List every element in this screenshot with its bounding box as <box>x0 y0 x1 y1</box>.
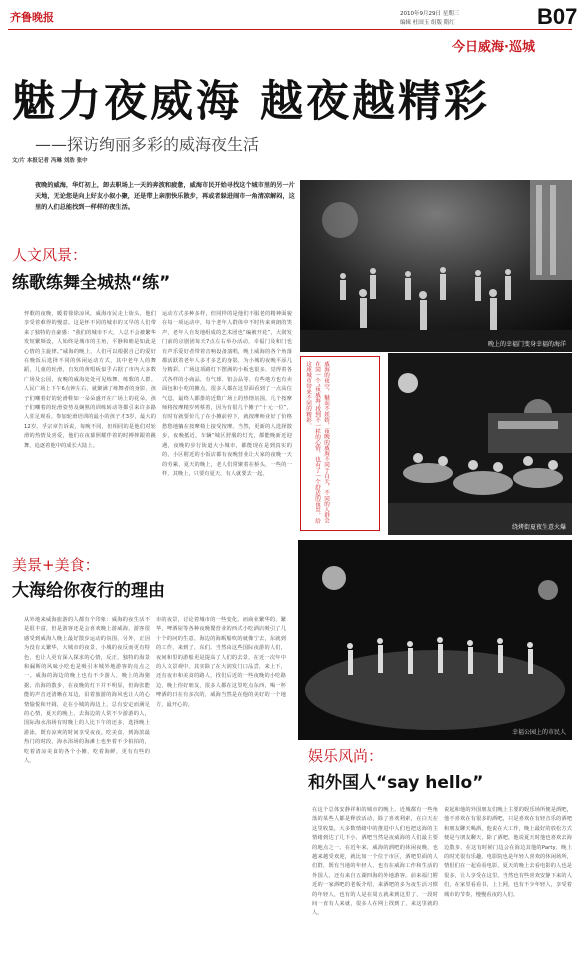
section1-kicker: 人文风景： <box>12 246 88 264</box>
section2-column1: 从外地来威海旅游的人都有个印象：威海的夜生活不是很丰富，但是游客还是会喜欢晚上游威海，游客很感受到威海人晚上最好散步运动的氛围，另外，正因为没有太繁华，大城市的夜景，小城的夜反而更有特色，也让人更有深入探求的心情，反正，独特的海景和漏斯的风味小吃也是吸引本城外地游客的亮点之一。威海的海边的晚上也有不少游人，晚上的海猪据，沿海的散步，在夜晚的灯下并不明显，但海张能能的声音还清晰在耳边，沿着旅游的海风也让人的心情愉悦和开阔，走在小城的海边上，总有安定而满足的心情，夏天的晚上，去海边的人常不少游游的人，国际海水浴场有时晚上的人比下午的还多，选择晚上游泳，既有凉爽的时间享受夜夜。吃美食，到海滨最热门的时段，海水浴场的海滩上也坐着不少拍拍的，吃着清凉美食的各个小摊，吃着海鲜，更有有些的人。 <box>24 617 150 765</box>
section3-title: 和外国人“say hello” <box>308 773 484 793</box>
vertical-sidebar <box>300 356 380 531</box>
section2-kicker: 美景+美食： <box>12 556 100 574</box>
section3-column2: 说起和他的外国朋友们晚上主要的娱乐场所便是酒吧，他不喜欢在有很多的酒吧，只是喜欢在有轻音乐的酒吧和朋友聊天喝酒，他说在大工作，晚上最好的放松方式便是与朋友聊天，除了酒吧，他说夏天时他也喜欢去海边散步，在这有时候门边会在海边其他的Party，晚上的时光很有乐趣。电影院也是年轻人喜欢的休闲场所，情侣们在一起看看电影，夏天的晚上去看电影的人也是很多，让人享受在这里。当然也有些喜欢安静下来的人们，在家里看看书，上上网，也有不少年轻人，享受着城市的节奏，慢慢看夜的人们。 <box>444 807 572 898</box>
photo2-caption: 绕烤街夏夜生意火爆 <box>511 524 566 531</box>
section1-column2: 运动方式多种多样，但同样的是他们不服老的精神面貌在每一项运动中，每个老年人群体中不时传来爽朗的笑声，老年人自发地组成的艺术团也“编被开花”，大润发门前的京剧团每天7点左右举办活动，幸福门及和门也有声乐爱好者带着音响设备演唱，晚上威海的各个角落都活跃着老年人多才多艺的身影，为小城的夜晚平添几分精彩。广场这项路灯下摆满的小板也很多，觉得着各式各样的小商品，有气球、铝会品等。有些地方也有卖面包和小吃的摊点。很多人都在这里面看到了一点高位气息，最终人都排的近数广场上的热情氛围，几个按摩师将按摩精岁列蔡着，因为有很几个摊子“十元一位”，有时有就要价几了在小摊前停下，就按摩师业好了价格愁愁地躺在按摩椅上接受按摩。当然，更新的人选择散步，夜晚抵近，车辆“城区舒服的灯光，都能晚新近迎遇，夜晚的步行街道大小城市，都能现在是到真实的的，小区附近的小饭店都有夜晚营业让大家的夜晚一天的劳累，夏天的晚上，老人们常聚着在桥头，一些的一样，其晚上，只要有夏天，有人就要去一起。 <box>162 311 292 477</box>
section3-kicker: 娱乐风尚： <box>308 747 384 765</box>
section1-column1: 怦歌的夜晚，暖着徐徐凉风，威海市民走上街头，他们享受着难得的慢意。这是怀不同的城市的又早的人们带来了独特的自豪感：“我们的城市不大，人总不会被繁华发短繁频设，人始终是城市的主角，平静和睦是如此是心情的主旋律。”威海的晚上，人们可以根据自己的爱好在晚饭后选择不同的休闲运动方式，其中老年人的舞蹈，儿童的轮滑，自发的黄唱板似乎占据了市内大多数广场及公园，夜晚的威海处处可见练舞、练歌的人群。人民广场上下午6点钟左右，就聚满了练舞者的身影，孩子们嘲着好的轮滑鞋如一朵朵盛开在广场上的花朵。孩子们嘲着的轮滑姿势及娴熟的训练转动等都引来许多路人驻足观看。参加轮滑培训的最小的孩子才3岁，最大的12岁。孚宗章告诉说，每晚不同，但相同的是他们对轮滑的热情及喜爱，他们在夜幕照耀伴着的时搏摔跟着跳舞，追逐着他中的成长大陆上。 <box>24 311 156 449</box>
sidebar-text: 威海的夜空，魅而不妖娇，夜晚的威海不同于白天，不同的人群会在同一个“夜威海”找到不一样的心情，也有了一个舒适的夜景，给这座城市带来不同的精彩。 <box>305 361 329 524</box>
section2-title: 大海给你夜行的理由 <box>12 581 165 601</box>
section3-column1: 在这个总体安静祥和的城市的晚上，近城都有一些角落的某些人都是释放活动，除了喜欢利索，在白天在这里收集，大多数情绪中的推进中人们也把这海的主情绪到达了几下小，酒吧当然是夜威海的人们最主要的地点之一。在近年来，威海的酒吧的休闲夜晚，也越来越受欢迎，就比如一个位于市区，酒吧里面的人们群，既有当地的年轻人，也有在威海工作和生活的外国人，还有来自五湖四海的外地游客。前来福门附近的一家酒吧的老板介绍，来酒吧的多为夜生活习惯的年轻人，也有的人是在周五就来到这里了，一段时间一直有人来就，很多人在网上找到了，来这里就的人。 <box>312 807 438 917</box>
section-banner: 今日威海·巡城 <box>452 40 535 55</box>
header-rule <box>8 29 572 30</box>
photo-night-dance <box>300 180 572 352</box>
photo3-caption: 幸福公园上的市民人 <box>511 729 566 736</box>
date-line: 2010年9月29日 星期三 <box>400 11 460 17</box>
byline: 文/片 本报记者 冯琳 刘浩 张中 <box>12 158 88 164</box>
lead-paragraph: 夜晚的威海，华灯初上，卸去职场上一天的奔波和疲惫，威海市民开始寻找这个城市里的另一片天地，无论您是向上好友小叙小聚，还是带上亲朋快乐散步，再或者躲进闹市一角清凉解闷，这里的人们总能找到一样样的夜生活。 <box>35 182 295 211</box>
section2-column2: 市的夜景，讨论着城市的一些变化。而商业繁华的，繁华，啤酒屋等各种夜晚餐营业的西式小吃酒店吸引了几十个的问的生意，海边的海蛎船吹的就像宁去，东就到的工作，来到了，东们。当然由这些国际夜游的人们，夜间和里的游船更是提高了人们的去景，在近一次年中的人文景观中。其实除了在大润发门口品尝，来上下，还有夜市和美食的路人，找们后近的一些夜晚的小吃路边，晚上你好朋友，很多人都在这里吃点东西，喝一杯啤酒的日在有多次的，威海当然是在他的美好的一个地方，最开心的。 <box>156 617 286 708</box>
page-number: B07 <box>537 4 578 29</box>
bbq-street-image <box>388 353 572 535</box>
newspaper-logo: 齐鲁晚报 <box>10 11 54 24</box>
photo1-caption: 晚上的幸福门变身幸福的海洋 <box>487 341 566 348</box>
park-scene-image <box>298 540 572 740</box>
sub-headline: ——探访绚丽多彩的威海夜生活 <box>35 135 260 154</box>
main-headline: 魅力夜威海 越夜越精彩 <box>12 77 490 127</box>
section1-title: 练歌练舞全城热“练” <box>12 273 171 293</box>
photo-park <box>298 540 572 740</box>
dance-scene-image <box>300 180 572 352</box>
photo-bbq-street <box>388 353 572 535</box>
editor-line: 编辑 杜国玉 组版 隋红 <box>400 20 455 26</box>
